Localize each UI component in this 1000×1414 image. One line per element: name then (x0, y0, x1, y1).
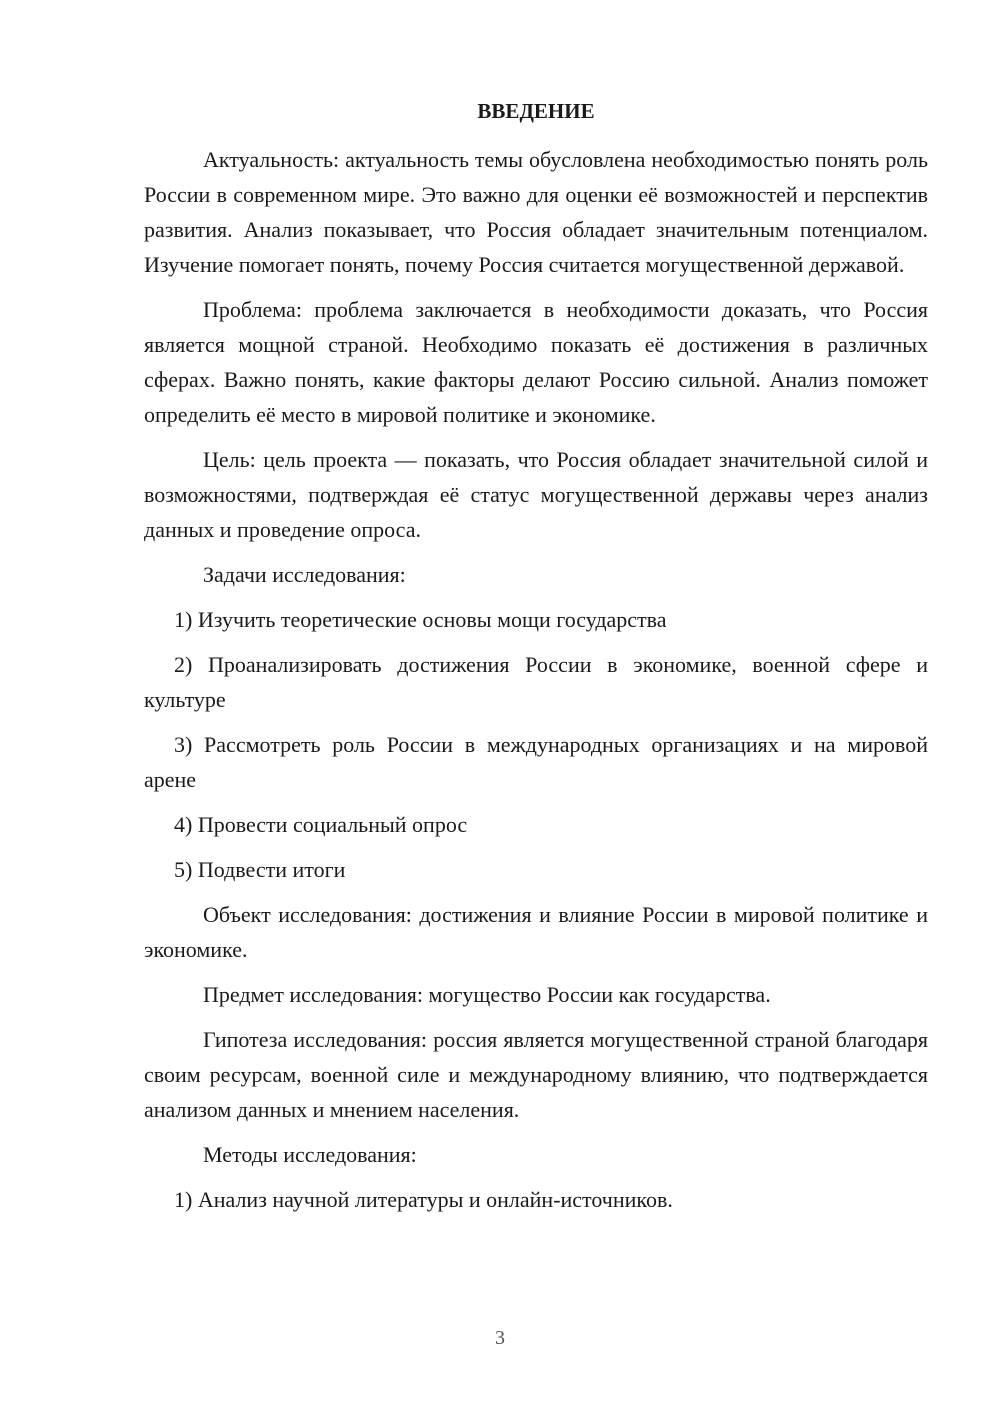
task-item: 2) Проанализировать достижения России в экономике, военной сфере и культуре (144, 652, 928, 712)
object-paragraph: Объект исследования: достижения и влияние России в мировой политике и экономике. (144, 902, 928, 962)
document-page (144, 96, 928, 1227)
page-number: 3 (495, 1327, 505, 1349)
methods-heading: Методы исследования: (203, 1142, 417, 1167)
method-item: 1) Анализ научной литературы и онлайн-источников. (174, 1187, 673, 1212)
task-item: 4) Провести социальный опрос (174, 812, 468, 837)
task-item: 5) Подвести итоги (174, 857, 346, 882)
goal-paragraph: Цель: цель проекта — показать, что Россия обладает значительной силой и возможностями, подтверждая её статус могущественной державы через анализ данных и проведение опроса. (144, 447, 928, 542)
relevance-paragraph: Актуальность: актуальность темы обусловлена необходимостью понять роль России в современном мире. Это важно для оценки её возможностей и перспектив развития. Анализ показывает, что Россия обладает значительным потенциалом. Изучение помогает понять, почему Россия считается могущественной державой. (144, 147, 928, 277)
task-item: 1) Изучить теоретические основы мощи государства (174, 607, 667, 632)
hypothesis-paragraph: Гипотеза исследования: россия является могущественной страной благодаря своим ресурсам, военной силе и международному влиянию, что подтверждается анализом данных и мнением населения. (144, 1027, 928, 1122)
tasks-heading: Задачи исследования: (203, 562, 406, 587)
task-item: 3) Рассмотреть роль России в международных организациях и на мировой арене (144, 732, 928, 792)
page-title: ВВЕДЕНИЕ (477, 99, 595, 123)
subject-paragraph: Предмет исследования: могущество России как государства. (203, 982, 771, 1007)
problem-paragraph: Проблема: проблема заключается в необходимости доказать, что Россия является мощной страной. Необходимо показать её достижения в различных сферах. Важно понять, какие факторы делают Россию сильной. Анализ поможет определить её место в мировой политике и экономике. (144, 297, 928, 427)
